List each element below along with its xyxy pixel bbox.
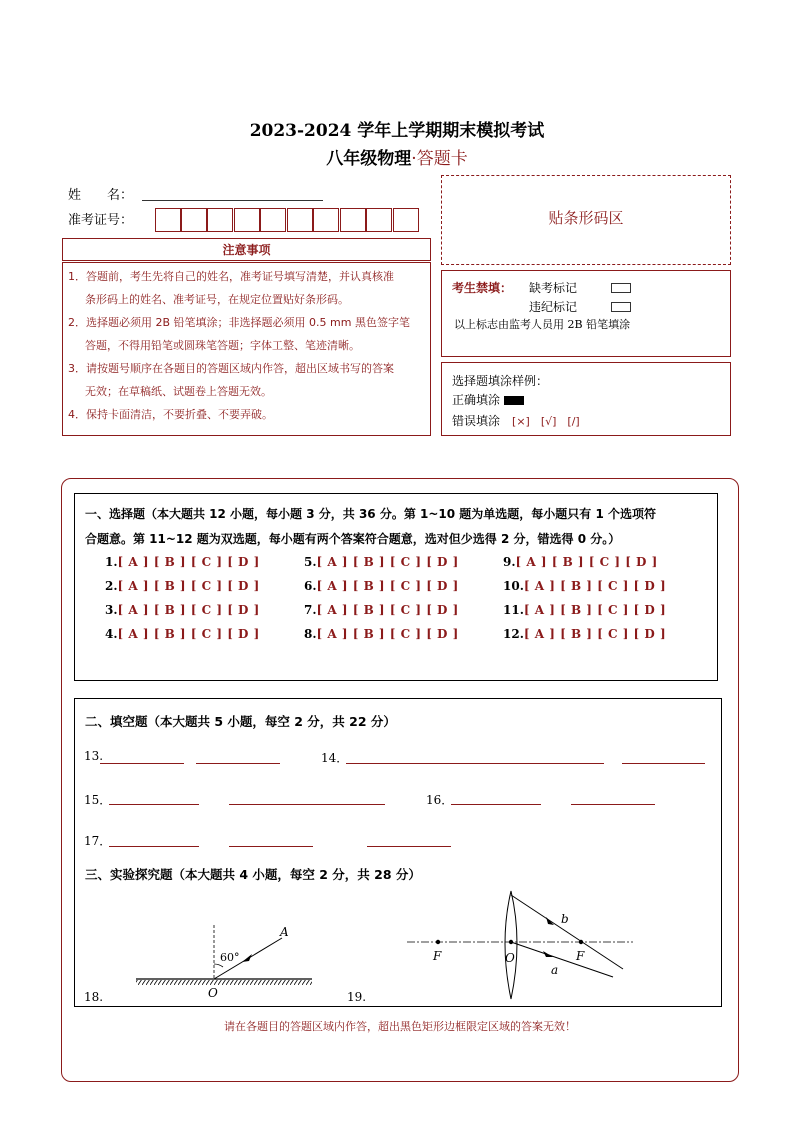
optical-center-label: O [505,951,515,965]
id-cell[interactable] [234,208,260,232]
focus-left-dot [436,940,440,944]
id-cell[interactable] [340,208,366,232]
q16-blank[interactable] [571,804,655,805]
name-label: 姓 名： [68,188,134,203]
choice-q7[interactable]: 7.[ A ] [ B ] [ C ] [ D ] [304,603,459,617]
subject-name: 八年级物理 [326,149,412,169]
violation-mark-box[interactable] [611,302,631,312]
id-cell[interactable] [313,208,339,232]
q18-label: 18. [84,990,104,1004]
choice-q8[interactable]: 8.[ A ] [ B ] [ C ] [ D ] [304,627,459,641]
exam-id-grid[interactable] [155,208,420,232]
q17-blank[interactable] [229,846,313,847]
ray-a-label: a [551,963,559,977]
ray-b [511,895,623,969]
footer-warning: 请在各题目的答题区域内作答，超出黑色矩形边框限定区域的答案无效！ [224,1020,576,1033]
notice-item: 4．保持卡面清洁，不要折叠、不要弄破。 [68,408,273,421]
q17-blank[interactable] [367,846,451,847]
answer-card-label: 答题卡 [416,149,468,169]
ray-b-arrow [546,917,554,925]
id-cell[interactable] [155,208,181,232]
focus-left-label: F [433,949,442,963]
forbidden-box [441,270,731,357]
choice-q6[interactable]: 6.[ A ] [ B ] [ C ] [ D ] [304,579,459,593]
filled-mark-sample [504,396,524,405]
ray-b-label: b [561,912,569,926]
q17-blank[interactable] [109,846,199,847]
notice-item: 2．选择题必须用 2B 铅笔填涂；非选择题必须用 0.5 mm 黑色签字笔 [68,316,410,329]
id-cell[interactable] [207,208,233,232]
choice-q9[interactable]: 9.[ A ] [ B ] [ C ] [ D ] [503,555,658,569]
section2-3-box [74,698,722,1007]
wrong-fill-marks: [×] [√] [/] [512,415,580,428]
q13-blank[interactable] [100,763,184,764]
exam-id-label: 准考证号： [68,213,134,228]
choice-q1[interactable]: 1.[ A ] [ B ] [ C ] [ D ] [105,555,260,569]
id-cell[interactable] [366,208,392,232]
section1-title-line1: 一、选择题（本大题共 12 小题，每小题 3 分，共 36 分。第 1~10 题为单选题，每小题只有 1 个选项符 [85,507,656,521]
notice-title: 注意事项 [62,238,431,261]
q14-blank[interactable] [346,763,604,764]
q15-label: 15． [84,793,112,807]
id-cell[interactable] [393,208,419,232]
lens-figure [405,889,635,1001]
section3-title: 三、实验探究题（本大题共 4 小题，每空 2 分，共 28 分） [85,867,421,882]
choice-q12[interactable]: 12.[ A ] [ B ] [ C ] [ D ] [503,627,667,641]
q19-label: 19. [347,990,367,1004]
notice-item: 答题，不得用铅笔或圆珠笔答题；字体工整、笔迹清晰。 [85,339,360,352]
wrong-fill-label: 错误填涂 [452,414,501,428]
q15-blank[interactable] [109,804,199,805]
q17-label: 17． [84,834,112,848]
notice-item: 无效；在草稿纸、试题卷上答题无效。 [85,385,272,398]
id-cell[interactable] [181,208,207,232]
angle-arc [214,964,223,967]
q14-label: 14． [321,751,349,765]
point-o-label: O [208,986,218,999]
notice-item: 1．答题前，考生先将自己的姓名，准考证号填写清楚，并认真核准 [68,270,394,283]
convex-lens [505,891,517,999]
section1-title-line2: 合题意。第 11~12 题为双选题，每小题有两个答案符合题意，选对但少选得 2 分，错选得 0 分。） [85,532,621,546]
id-cell[interactable] [260,208,286,232]
choice-q2[interactable]: 2.[ A ] [ B ] [ C ] [ D ] [105,579,260,593]
barcode-area [441,175,731,265]
fill-sample-box [441,362,731,436]
forbidden-note: 以上标志由监考人员用 2B 铅笔填涂 [454,318,631,331]
mirror-hatching [136,980,312,985]
angle-label: 60° [220,951,240,964]
exam-subtitle [0,144,794,169]
notice-item: 条形码上的姓名、准考证号，在规定位置贴好条形码。 [85,293,349,306]
fill-sample-title: 选择题填涂样例： [452,374,549,388]
choice-q3[interactable]: 3.[ A ] [ B ] [ C ] [ D ] [105,603,260,617]
absent-mark-box[interactable] [611,283,631,293]
q15-blank[interactable] [229,804,385,805]
violation-label: 违纪标记 [529,300,578,314]
choice-q11[interactable]: 11.[ A ] [ B ] [ C ] [ D ] [503,603,667,617]
q13-blank[interactable] [196,763,280,764]
choice-q10[interactable]: 10.[ A ] [ B ] [ C ] [ D ] [503,579,667,593]
choice-q4[interactable]: 4.[ A ] [ B ] [ C ] [ D ] [105,627,260,641]
id-cell[interactable] [287,208,313,232]
q16-label: 16． [426,793,454,807]
notice-box [62,262,431,436]
section2-title: 二、填空题（本大题共 5 小题，每空 2 分，共 22 分） [85,714,396,729]
notice-item: 3．请按题号顺序在各题目的答题区域内作答，超出区域书写的答案 [68,362,394,375]
barcode-label: 贴条形码区 [548,209,624,227]
section1-box [74,493,718,681]
choice-q5[interactable]: 5.[ A ] [ B ] [ C ] [ D ] [304,555,459,569]
absent-label: 缺考标记 [529,281,578,295]
subtitle-separator: · [411,149,417,169]
focus-right-label: F [576,949,585,963]
q14-blank[interactable] [622,763,705,764]
q13-label: 13. [84,749,104,763]
exam-title: 2023-2024 学年上学期期末模拟考试 [249,121,545,141]
correct-fill-row [452,391,524,408]
ray-a [511,942,613,977]
point-a-label: A [280,925,289,939]
name-input-line[interactable] [142,200,323,201]
reflection-figure [130,919,320,999]
forbidden-label: 考生禁填： [452,281,513,295]
correct-fill-label: 正确填涂 [452,393,501,407]
q16-blank[interactable] [451,804,541,805]
wrong-fill-row [452,412,580,429]
